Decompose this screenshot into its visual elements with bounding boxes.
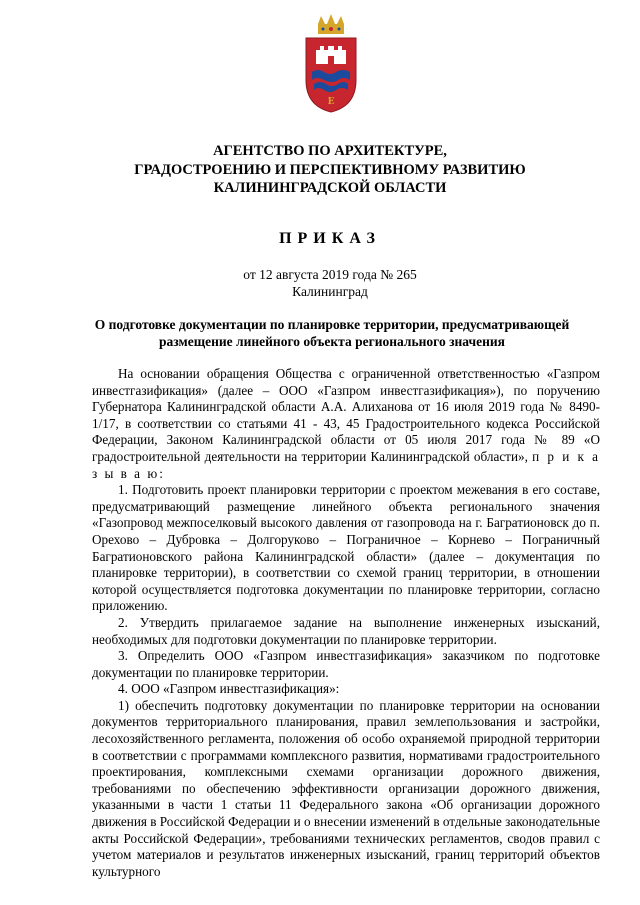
order-item-2: 2. Утвердить прилагаемое задание на выполнение инженерных изысканий, необходимых для подготовки документации по планировке территории. [92, 614, 600, 647]
subject-line: размещение линейного объекта регионального значения [159, 334, 505, 349]
order-date-number: от 12 августа 2019 года № 265 [243, 267, 417, 282]
svg-text:Е: Е [327, 97, 335, 107]
order-item-4-1: 1) обеспечить подготовку документации по планировке территории на основании документов территориального планирования, правил землепользования и застройки, лесохозяйственного регламента, положения об особо охраняемой природной территории в соответствии с программами комплексного развития, нормативами градостроительного проектирования, комплексными схемами организации дорожного движения, требованиями по обеспечению эффективности организации дорожного движения, указанными в части 1 статьи 11 Федерального закона «Об организации дорожного движения в Российской Федерации и о внесении изменений в отдельные законодательные акты Российской Федерации», требованиями технических регламентов, сводов правил с учетом материалов и результатов инженерных изысканий, границ территорий объектов культурного [92, 697, 600, 879]
agency-line: ГРАДОСТРОЕНИЮ И ПЕРСПЕКТИВНОМУ РАЗВИТИЮ [134, 161, 526, 178]
kaliningrad-coat-of-arms-icon [298, 14, 364, 114]
subject-line: О подготовке документации по планировке территории, предусматривающей [94, 317, 570, 332]
order-subject [82, 316, 582, 350]
order-verb: п р и к а з ы в а ю: [92, 448, 601, 481]
crown-icon [318, 14, 344, 34]
preamble-text: На основании обращения Общества с ограниченной ответственностью «Газпром инвестгазификация» (далее – ООО «Газпром инвестгазификация»), по поручению Губернатора Калининградской области А.А. Алиханова от 16 июля 2019 года № 8490-1/17, в соответствии со статьями 41 - 43, 45 Градостроительного кодекса Российской Федерации, Законом Калининградской области от 05 июля 2017 года № 89 «О градостроительной деятельности на территории Калининградской области», [92, 366, 600, 464]
order-body [92, 366, 600, 880]
agency-line: АГЕНТСТВО ПО АРХИТЕКТУРЕ, [213, 143, 447, 159]
preamble-paragraph [92, 366, 600, 482]
order-item-1: 1. Подготовить проект планировки территории с проектом межевания в его составе, предусматривающий размещение линейного объекта регионального значения «Газопровод межпоселковый высокого давления от газопровода на г. Багратионовск до п. Орехово – Дубровка – Долгоруково – Пограничное – Корнево – Пограничный Багратионовского района Калининградской области» (далее – документация по планировке территории), в соответствии со схемой границ территории, в отношении которой осуществляется подготовка документации по планировке территории, согласно приложению. [92, 482, 600, 614]
order-city: Калининград [292, 284, 368, 299]
order-date-block [60, 266, 600, 300]
order-item-4: 4. ООО «Газпром инвестгазификация»: [118, 681, 340, 697]
order-title: ПРИКАЗ [279, 230, 381, 247]
agency-name [60, 142, 600, 198]
agency-line: КАЛИНИНГРАДСКОЙ ОБЛАСТИ [213, 180, 447, 196]
order-item-3: 3. Определить ООО «Газпром инвестгазификация» заказчиком по подготовке документации по планировке территории. [92, 648, 600, 680]
